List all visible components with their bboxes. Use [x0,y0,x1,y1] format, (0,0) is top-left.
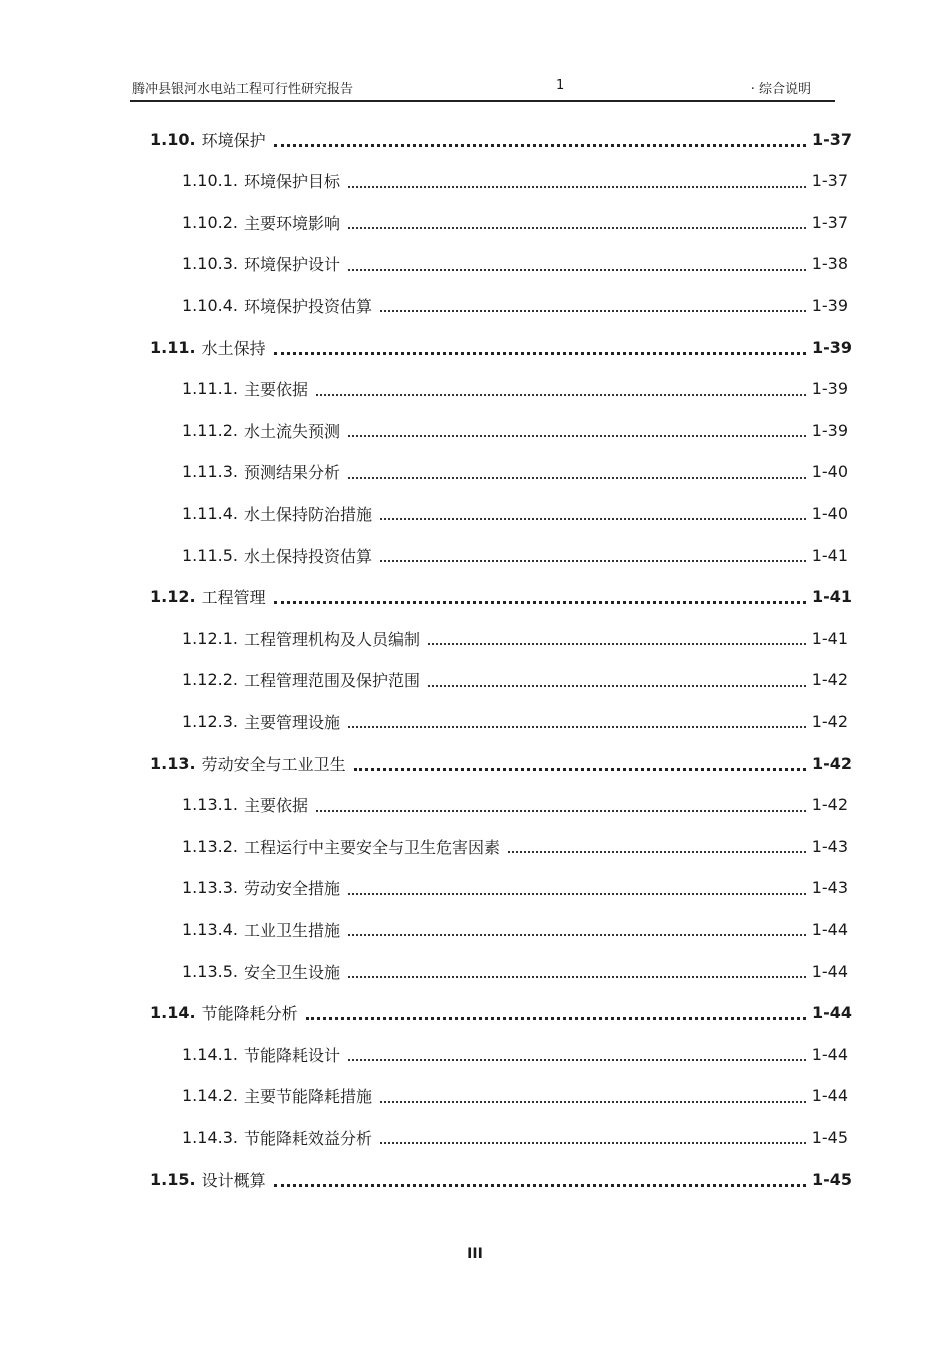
toc-entry-number: 1.10.4. [182,295,238,315]
toc-entry-number: 1.14. [150,1003,196,1023]
toc-dot-leader [316,804,806,812]
toc-entry-title: 工程运行中主要安全与卫生危害因素 [243,837,500,857]
toc-entry-number: 1.11.5. [182,545,238,565]
toc-entry-page: 1-40 [811,462,848,482]
toc-entry-page: 1-44 [811,1003,852,1023]
toc-entry-page: 1-39 [811,295,848,315]
toc-entry-number: 1.11.2. [182,420,238,440]
toc-dot-leader [348,720,806,728]
toc-entry-number: 1.14.2. [182,1086,238,1106]
toc-entry-number: 1.14.3. [182,1127,238,1147]
toc-entry-page: 1-42 [811,711,848,731]
toc-entry-number: 1.10.3. [182,254,238,274]
toc-entry-title: 水土保持 [201,338,266,358]
toc-entry-title: 节能降耗设计 [243,1045,340,1065]
toc-subsection-entry[interactable] [182,834,848,858]
toc-entry-title: 预测结果分析 [243,463,340,483]
toc-dot-leader [348,263,806,271]
toc-entry-page: 1-39 [811,420,848,440]
toc-dot-leader [428,637,806,645]
toc-subsection-entry[interactable] [182,377,848,401]
toc-entry-page: 1-45 [811,1169,852,1189]
toc-subsection-entry[interactable] [182,210,848,234]
toc-entry-number: 1.13.3. [182,878,238,898]
toc-entry-title: 主要环境影响 [243,213,340,233]
toc-dot-leader [380,1095,806,1103]
toc-subsection-entry[interactable] [182,917,848,941]
toc-entry-page: 1-42 [811,753,852,773]
toc-entry-page: 1-43 [811,836,848,856]
toc-entry-page: 1-45 [811,1127,848,1147]
toc-subsection-entry[interactable] [182,626,848,650]
toc-entry-number: 1.11.3. [182,462,238,482]
toc-entry-title: 工程管理机构及人员编制 [243,629,420,649]
toc-dot-leader [348,221,806,229]
toc-entry-title: 工程管理范围及保护范围 [243,671,420,691]
toc-dot-leader [348,887,806,895]
toc-entry-number: 1.12.3. [182,711,238,731]
toc-entry-title: 水土保持投资估算 [243,546,372,566]
toc-subsection-entry[interactable] [182,293,848,317]
toc-subsection-entry[interactable] [182,793,848,817]
toc-dot-leader [348,970,806,978]
toc-entry-title: 主要依据 [243,796,308,816]
toc-entry-title: 劳动安全措施 [243,879,340,899]
toc-subsection-entry[interactable] [182,1084,848,1108]
toc-dot-leader [348,180,806,188]
toc-entry-page: 1-41 [811,587,852,607]
toc-section-entry[interactable] [150,1001,852,1025]
toc-dot-leader [348,471,806,479]
toc-entry-title: 工业卫生措施 [243,920,340,940]
toc-dot-leader [274,346,806,355]
toc-dot-leader [508,845,806,853]
toc-dot-leader [380,554,806,562]
toc-entry-number: 1.15. [150,1169,196,1189]
toc-entry-page: 1-39 [811,379,848,399]
toc-subsection-entry[interactable] [182,1042,848,1066]
toc-section-entry[interactable] [150,751,852,775]
toc-dot-leader [348,429,806,437]
toc-dot-leader [380,304,806,312]
toc-entry-number: 1.12. [150,587,196,607]
toc-entry-title: 劳动安全与工业卫生 [201,754,346,774]
toc-entry-title: 主要节能降耗措施 [243,1087,372,1107]
document-title: 腾冲县银河水电站工程可行性研究报告 [132,82,354,97]
toc-entry-page: 1-44 [811,1044,848,1064]
toc-entry-title: 工程管理 [201,588,266,608]
toc-dot-leader [380,512,806,520]
toc-subsection-entry[interactable] [182,501,848,525]
toc-entry-number: 1.13. [150,753,196,773]
toc-dot-leader [354,762,806,771]
toc-subsection-entry[interactable] [182,876,848,900]
toc-dot-leader [348,928,806,936]
toc-entry-title: 主要管理设施 [243,712,340,732]
toc-dot-leader [274,595,806,604]
toc-subsection-entry[interactable] [182,959,848,983]
toc-entry-page: 1-42 [811,795,848,815]
toc-entry-number: 1.10.2. [182,212,238,232]
toc-entry-number: 1.13.2. [182,836,238,856]
toc-subsection-entry[interactable] [182,252,848,276]
toc-entry-title: 节能降耗效益分析 [243,1128,372,1148]
toc-entry-title: 水土保持防治措施 [243,504,372,524]
toc-entry-page: 1-37 [811,212,848,232]
toc-entry-number: 1.12.1. [182,628,238,648]
toc-dot-leader [348,1053,806,1061]
toc-entry-title: 环境保护设计 [243,255,340,275]
toc-section-entry[interactable] [150,127,852,151]
toc-entry-title: 环境保护目标 [243,172,340,192]
toc-subsection-entry[interactable] [182,418,848,442]
toc-entry-title: 设计概算 [201,1170,266,1190]
toc-entry-page: 1-44 [811,1086,848,1106]
toc-dot-leader [274,138,806,147]
toc-entry-number: 1.12.2. [182,670,238,690]
toc-entry-page: 1-40 [811,503,848,523]
toc-entry-number: 1.10.1. [182,171,238,191]
toc-section-entry[interactable] [150,335,852,359]
toc-entry-number: 1.14.1. [182,1044,238,1064]
toc-dot-leader [274,1178,806,1187]
toc-entry-number: 1.11.4. [182,503,238,523]
toc-entry-page: 1-38 [811,254,848,274]
toc-entry-page: 1-42 [811,670,848,690]
toc-entry-title: 安全卫生设施 [243,962,340,982]
toc-entry-number: 1.13.1. [182,795,238,815]
toc-subsection-entry[interactable] [182,460,848,484]
page-footer-number: III [467,1246,483,1262]
toc-section-entry[interactable] [150,1167,852,1191]
toc-entry-number: 1.11.1. [182,379,238,399]
toc-dot-leader [306,1011,806,1020]
toc-entry-number: 1.13.5. [182,961,238,981]
toc-subsection-entry[interactable] [182,668,848,692]
toc-entry-number: 1.13.4. [182,919,238,939]
page-header [130,74,835,102]
toc-dot-leader [316,388,806,396]
toc-subsection-entry[interactable] [182,709,848,733]
toc-dot-leader [380,1136,806,1144]
toc-subsection-entry[interactable] [182,1125,848,1149]
toc-subsection-entry[interactable] [182,543,848,567]
toc-section-entry[interactable] [150,585,852,609]
section-name: · 综合说明 [750,82,811,97]
toc-entry-title: 环境保护投资估算 [243,296,372,316]
toc-subsection-entry[interactable] [182,169,848,193]
toc-dot-leader [428,679,806,687]
toc-entry-page: 1-43 [811,878,848,898]
toc-entry-page: 1-44 [811,919,848,939]
toc-entry-title: 节能降耗分析 [201,1004,298,1024]
toc-entry-title: 环境保护 [201,130,266,150]
header-page-number: 1 [556,78,565,93]
toc-entry-page: 1-41 [811,628,848,648]
toc-entry-number: 1.11. [150,337,196,357]
toc-entry-page: 1-44 [811,961,848,981]
toc-entry-page: 1-37 [811,129,852,149]
toc-entry-page: 1-37 [811,171,848,191]
toc-entry-page: 1-39 [811,337,852,357]
toc-entry-title: 水土流失预测 [243,421,340,441]
toc-entry-page: 1-41 [811,545,848,565]
toc-entry-title: 主要依据 [243,380,308,400]
toc-entry-number: 1.10. [150,129,196,149]
